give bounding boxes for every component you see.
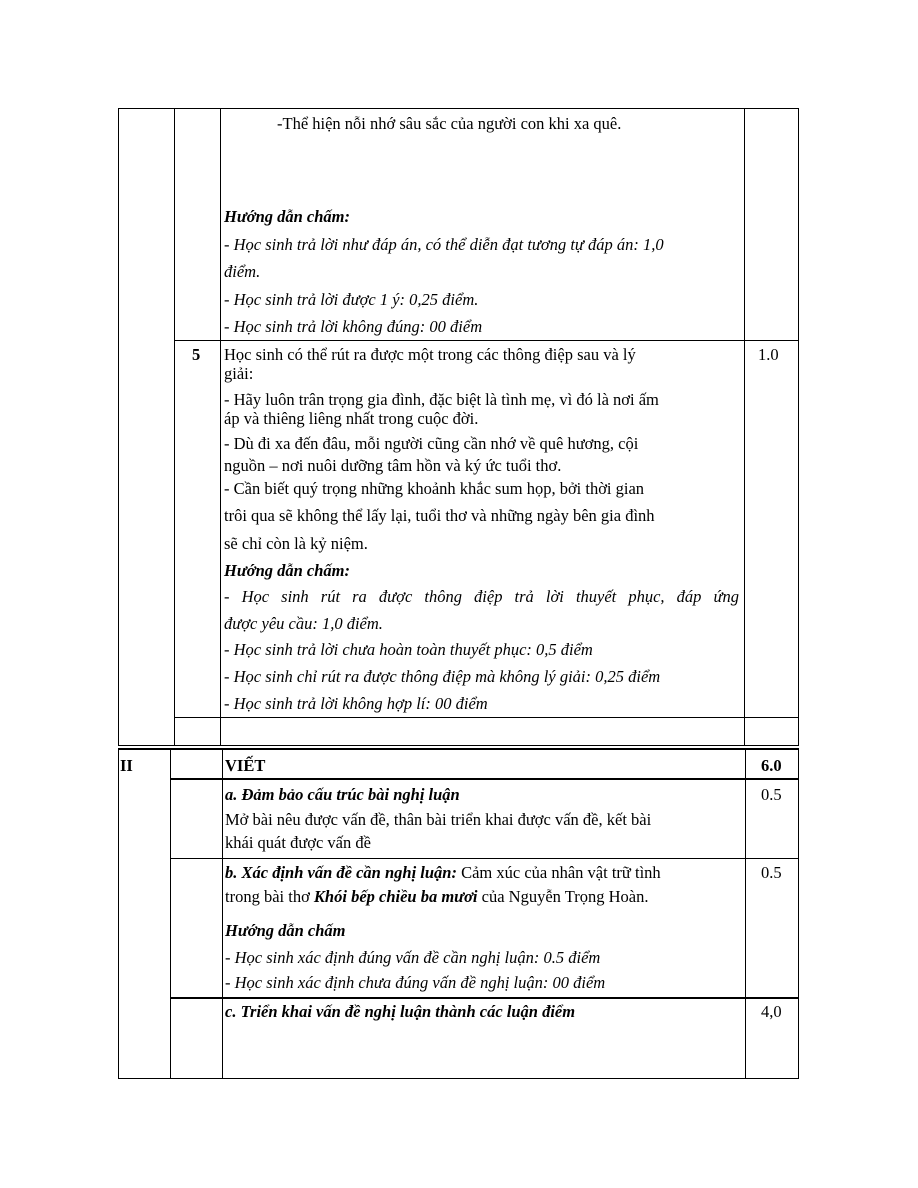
guide-title: Hướng dẫn chấm — [225, 921, 346, 940]
table2-vline-col3 — [222, 748, 223, 1079]
table2-border-top — [118, 748, 799, 750]
row-divider — [170, 778, 799, 780]
guide-line: - Học sinh xác định đúng vấn đề cần nghị luận: 0.5 điểm — [225, 948, 601, 967]
criterion-heading: a. Đảm bảo cấu trúc bài nghị luận — [225, 785, 460, 804]
guide-line: - Học sinh rút ra được thông điệp trả lời thuyết phục, đáp ứng — [224, 587, 739, 606]
table-vline-col4 — [744, 108, 745, 746]
answer-line: nguồn – nơi nuôi dưỡng tâm hồn và ký ức tuổi thơ. — [224, 456, 562, 475]
row-divider — [174, 717, 799, 718]
answer-line: -Thể hiện nỗi nhớ sâu sắc của người con khi xa quê. — [277, 114, 622, 133]
guide-line: - Học sinh trả lời được 1 ý: 0,25 điểm. — [224, 290, 479, 309]
row-divider — [118, 745, 799, 746]
answer-line: giải: — [224, 364, 254, 383]
answer-line: sẽ chỉ còn là kỷ niệm. — [224, 534, 368, 553]
answer-line: - Hãy luôn trân trọng gia đình, đặc biệt là tình mẹ, vì đó là nơi ấm — [224, 390, 659, 409]
table-vline-col2 — [174, 108, 175, 746]
score-cell: 1.0 — [758, 345, 779, 364]
section-title: VIẾT — [225, 756, 266, 775]
row-divider — [170, 997, 799, 999]
criterion-line — [225, 886, 648, 908]
guide-line: - Học sinh trả lời không đúng: 00 điểm — [224, 317, 483, 336]
table2-border-bottom — [118, 1078, 799, 1079]
answer-line: - Dù đi xa đến đâu, mỗi người cũng cần nhớ về quê hương, cội — [224, 434, 639, 453]
criterion-text: khái quát được vấn đề — [225, 833, 371, 852]
score-cell: 0.5 — [761, 863, 782, 882]
table2-vline-left — [118, 748, 119, 1079]
score-cell: 4,0 — [761, 1002, 782, 1021]
question-number: 5 — [192, 345, 201, 364]
score-cell: 0.5 — [761, 785, 782, 804]
guide-line: - Học sinh trả lời chưa hoàn toàn thuyết phục: 0,5 điểm — [224, 640, 593, 659]
criterion-text: Cảm xúc của nhân vật trữ tình — [456, 863, 661, 882]
criterion-line — [225, 862, 661, 884]
table-vline-right — [798, 108, 799, 746]
guide-line: - Học sinh trả lời không hợp lí: 00 điểm — [224, 694, 488, 713]
criterion-heading: b. Xác định vấn đề cần nghị luận: — [225, 863, 457, 882]
guide-title: Hướng dẫn chấm: — [224, 207, 351, 226]
row-divider — [170, 858, 799, 859]
criterion-heading: c. Triển khai vấn đề nghị luận thành các luận điểm — [225, 1002, 576, 1021]
answer-line: trôi qua sẽ không thể lấy lại, tuổi thơ và những ngày bên gia đình — [224, 506, 655, 525]
guide-line: - Học sinh xác định chưa đúng vấn đề nghị luận: 00 điểm — [225, 973, 606, 992]
table-vline-left — [118, 108, 119, 746]
section-score: 6.0 — [761, 756, 782, 775]
guide-line: được yêu cầu: 1,0 điểm. — [224, 614, 383, 633]
section-number: II — [120, 756, 133, 775]
guide-line: - Học sinh chỉ rút ra được thông điệp mà không lý giải: 0,25 điểm — [224, 667, 661, 686]
table-vline-col3 — [220, 108, 221, 746]
guide-line: điểm. — [224, 262, 261, 281]
answer-line: - Cần biết quý trọng những khoảnh khắc sum họp, bởi thời gian — [224, 479, 645, 498]
criterion-text: Mở bài nêu được vấn đề, thân bài triển khai được vấn đề, kết bài — [225, 810, 652, 829]
criterion-text: trong bài thơ — [225, 887, 314, 906]
poem-title: Khói bếp chiều ba mươi — [313, 887, 478, 906]
guide-title: Hướng dẫn chấm: — [224, 561, 351, 580]
table2-vline-right — [798, 748, 799, 1079]
criterion-text: của Nguyễn Trọng Hoàn. — [477, 887, 649, 906]
answer-line: áp và thiêng liêng nhất trong cuộc đời. — [224, 409, 479, 428]
table2-vline-col2 — [170, 748, 171, 1079]
answer-line: Học sinh có thể rút ra được một trong các thông điệp sau và lý — [224, 345, 636, 364]
table2-vline-col4 — [745, 748, 746, 1079]
row-divider — [174, 340, 799, 341]
guide-line: - Học sinh trả lời như đáp án, có thể diễn đạt tương tự đáp án: 1,0 — [224, 235, 664, 254]
